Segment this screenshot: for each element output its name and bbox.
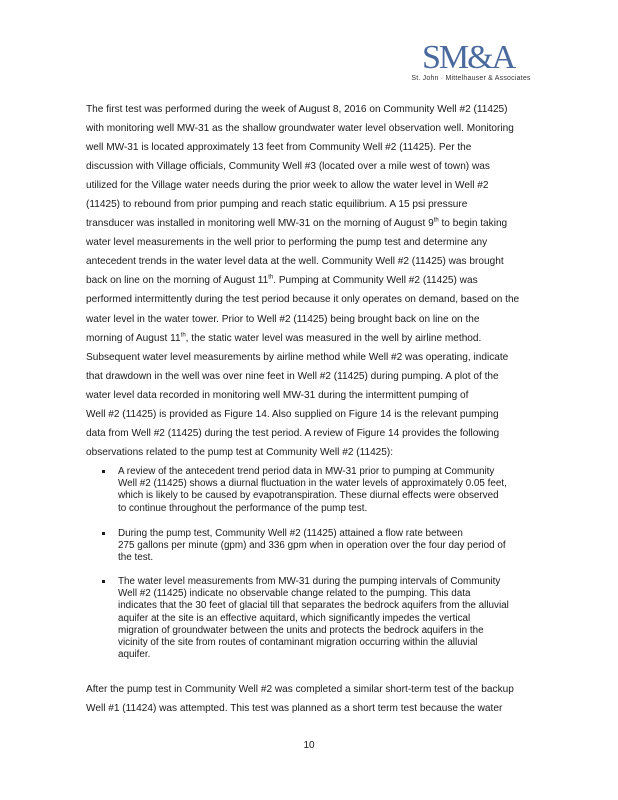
bullet-line: A review of the antecedent trend period data in MW-31 prior to pumping at Community <box>118 466 495 477</box>
paragraph-line: water level in the water tower. Prior to Well #2 (11425) being brought back on line on the <box>86 313 480 325</box>
bullet-icon <box>102 470 105 473</box>
observation-bullet-3 <box>99 576 544 661</box>
bullet-line: During the pump test, Community Well #2 (11425) attained a flow rate between <box>118 528 463 539</box>
paragraph-line: The first test was performed during the week of August 8, 2016 on Community Well #2 (11425) <box>86 104 508 115</box>
paragraph-line: Subsequent water level measurements by airline method while Well #2 was operating, indicate <box>86 351 509 363</box>
paragraph-line: that drawdown in the well was over nine feet in Well #2 (11425) during pumping. A plot of the <box>86 370 499 382</box>
paragraph-line: data from Well #2 (11425) during the test period. A review of Figure 14 provides the following <box>86 427 500 439</box>
bullet-icon <box>102 532 105 535</box>
bullet-line: vicinity of the site from routes of contaminant migration occurring within the alluvial <box>118 637 478 649</box>
paragraph-line: utilized for the Village water needs during the prior week to allow the water level in Well #2 <box>86 180 489 192</box>
paragraph-line: back on line on the morning of August 11th. Pumping at Community Well #2 (11425) was <box>86 275 478 287</box>
observation-bullet-2 <box>99 528 544 565</box>
paragraph-line: After the pump test in Community Well #2 was completed a similar short-term test of the backup <box>86 684 514 695</box>
paragraph-pump-test <box>86 100 541 462</box>
bullet-line: The water level measurements from MW-31 during the pumping intervals of Community <box>118 576 501 587</box>
paragraph-line: antecedent trends in the water level data at the well. Community Well #2 (11425) was brought <box>86 256 504 268</box>
bullet-line: aquifer. <box>118 649 151 661</box>
paragraph-line: performed intermittently during the test period because it only operates on demand, based on the <box>86 294 520 306</box>
paragraph-backup-well <box>86 680 541 718</box>
paragraph-line: Well #1 (11424) was attempted. This test was planned as a short term test because the water <box>86 703 503 715</box>
bullet-line: to continue throughout the performance of the pump test. <box>118 502 368 514</box>
bullet-line: which is likely to be caused by evapotranspiration. These diurnal effects were observed <box>118 490 499 502</box>
bullet-line: Well #2 (11425) indicate no observable change related to the pumping. This data <box>118 588 471 600</box>
bullet-line: aquifer at the site is an effective aquitard, which significantly impedes the vertical <box>118 612 471 624</box>
bullet-line: migration of groundwater between the units and protects the bedrock aquifers in the <box>118 624 484 636</box>
bullet-line: the test. <box>118 552 154 564</box>
page-number: 10 <box>303 740 315 751</box>
paragraph-line: morning of August 11th, the static water level was measured in the well by airline method. <box>86 332 482 344</box>
paragraph-line: well MW-31 is located approximately 13 feet from Community Well #2 (11425). Per the <box>86 142 472 154</box>
paragraph-line: water level measurements in the well prior to performing the pump test and determine any <box>86 237 488 249</box>
paragraph-line: water level data recorded in monitoring well MW-31 during the intermittent pumping of <box>86 389 469 401</box>
paragraph-line: transducer was installed in monitoring well MW-31 on the morning of August 9th to begin taking <box>86 217 508 230</box>
bullet-line: Well #2 (11425) shows a diurnal fluctuation in the water levels of approximately 0.05 feet, <box>118 478 507 490</box>
company-name: St. John · Mittelhauser & Associates <box>411 75 531 82</box>
paragraph-line: with monitoring well MW-31 as the shallow groundwater water level observation well. Monitoring <box>86 123 514 135</box>
bullet-line: indicates that the 30 feet of glacial till that separates the bedrock aquifers from the alluvial <box>118 600 509 612</box>
bullet-line: 275 gallons per minute (gpm) and 336 gpm when in operation over the four day period of <box>118 540 506 552</box>
paragraph-line: discussion with Village officials, Community Well #3 (located over a mile west of town) was <box>86 161 490 173</box>
logo-mark: SM&A <box>422 39 515 76</box>
paragraph-line: observations related to the pump test at Community Well #2 (11425): <box>86 446 394 458</box>
bullet-icon <box>102 580 105 583</box>
observation-bullet-1 <box>99 466 544 515</box>
paragraph-line: Well #2 (11425) is provided as Figure 14. Also supplied on Figure 14 is the relevant pumping <box>86 408 499 420</box>
paragraph-line: (11425) to rebound from prior pumping and reach static equilibrium. A 15 psi pressure <box>86 199 468 211</box>
company-logo <box>396 41 546 85</box>
